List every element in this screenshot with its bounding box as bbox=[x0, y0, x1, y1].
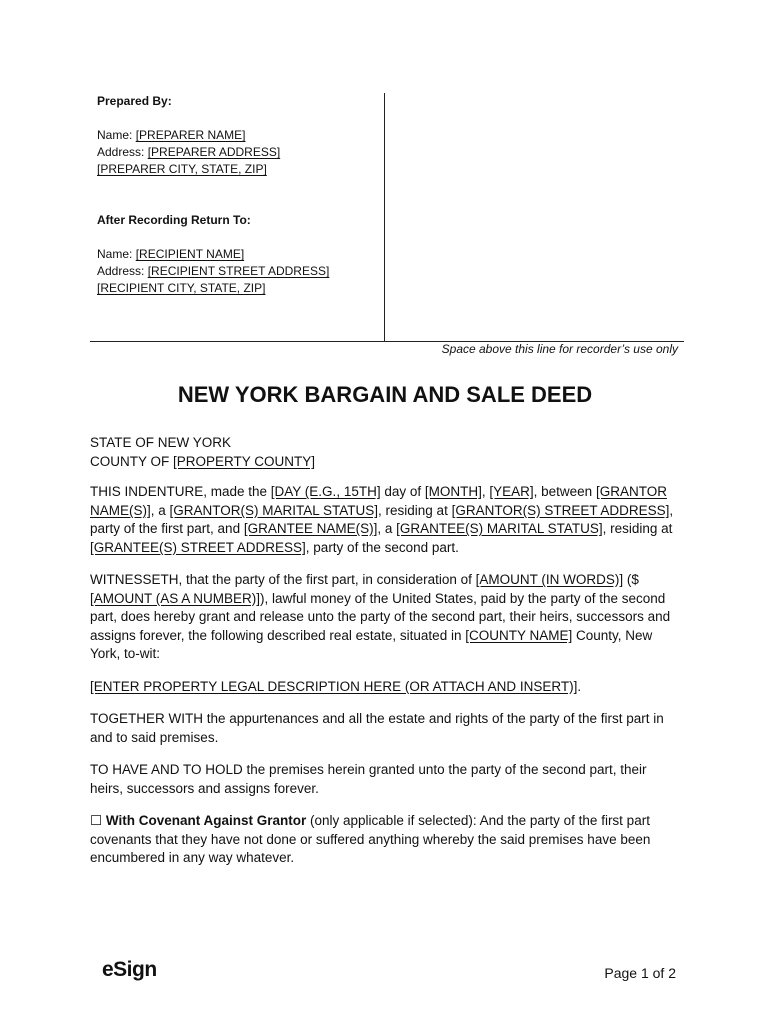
legal-description-paragraph bbox=[90, 678, 682, 697]
witnesseth-text: ), lawful money of the United States, paid by the party of the second part, does hereby grant and release unto the party of the second part, their heirs, successors and assigns forever, the following described real estate, situated in bbox=[90, 590, 671, 643]
indenture-text: , residing at bbox=[602, 521, 673, 536]
witnesseth-text: ($ bbox=[623, 572, 639, 587]
day-field: [DAY (E.G., 15TH] bbox=[270, 484, 381, 499]
prepared-by-label: Prepared By: bbox=[97, 94, 172, 108]
indenture-text: , a bbox=[150, 502, 170, 518]
recipient-address-line bbox=[97, 263, 329, 280]
indenture-text: day of bbox=[380, 484, 425, 499]
grantee-marital-field: [GRANTEE(S) MARITAL STATUS] bbox=[396, 521, 603, 536]
recipient-city-field: [RECIPIENT CITY, STATE, ZIP] bbox=[97, 281, 266, 295]
witnesseth-text: WITNESSETH, that the party of the first part, in consideration of bbox=[90, 572, 476, 587]
grantor-address-field: [GRANTOR(S) STREET ADDRESS] bbox=[451, 502, 670, 518]
page-number: Page 1 of 2 bbox=[604, 965, 676, 981]
recorder-note: Space above this line for recorder’s use only bbox=[441, 342, 678, 356]
habendum-paragraph: TO HAVE AND TO HOLD the premises herein granted unto the party of the second part, their heirs, successors and assigns forever. bbox=[90, 762, 647, 796]
covenant-label: With Covenant Against Grantor bbox=[105, 813, 307, 828]
indenture-text: , residing at bbox=[378, 502, 452, 518]
preparer-address-label: Address: bbox=[97, 145, 148, 159]
indenture-text: , a bbox=[377, 521, 397, 536]
legal-description-suffix: . bbox=[577, 678, 582, 694]
recipient-address-field: [RECIPIENT STREET ADDRESS] bbox=[147, 264, 330, 278]
recipient-address-label: Address: bbox=[97, 264, 148, 278]
year-field: [YEAR] bbox=[489, 484, 534, 499]
preparer-city-field: [PREPARER CITY, STATE, ZIP] bbox=[97, 162, 267, 176]
indenture-text: , party of the first part, and bbox=[90, 502, 674, 536]
recipient-name-label: Name: bbox=[97, 247, 136, 261]
indenture-text: , party of the second part. bbox=[305, 539, 459, 555]
month-field: [MONTH] bbox=[424, 484, 482, 499]
witnesseth-paragraph bbox=[90, 571, 682, 664]
esign-logo: eSign bbox=[102, 958, 157, 981]
legal-description-field: [ENTER PROPERTY LEGAL DESCRIPTION HERE (OR ATTACH AND INSERT)] bbox=[90, 678, 578, 694]
amount-words-field: [AMOUNT (IN WORDS)] bbox=[475, 572, 624, 587]
document-title: NEW YORK BARGAIN AND SALE DEED bbox=[177, 382, 593, 407]
return-to-label: After Recording Return To: bbox=[97, 213, 251, 227]
amount-number-field: [AMOUNT (AS A NUMBER)] bbox=[90, 590, 261, 606]
deed-body bbox=[90, 483, 682, 882]
venue-block bbox=[90, 434, 682, 471]
preparer-name-label: Name: bbox=[97, 128, 136, 142]
recording-info-block bbox=[97, 93, 385, 341]
property-county-field: [PROPERTY COUNTY] bbox=[173, 453, 316, 469]
venue-county bbox=[90, 453, 682, 472]
covenant-text: (only applicable if selected): And the party of the first part covenants that they have not done or suffered anything whereby the said premises have been encumbered in any way whatever. bbox=[90, 813, 651, 865]
together-paragraph: TOGETHER WITH the appurtenances and all the estate and rights of the party of the first part in and to said premises. bbox=[90, 711, 664, 745]
recipient-name-field: [RECIPIENT NAME] bbox=[135, 247, 245, 261]
grantee-name-field: [GRANTEE NAME(S)] bbox=[243, 521, 378, 536]
grantor-name-field: [GRANTOR NAME(S)] bbox=[90, 484, 667, 518]
preparer-address-line bbox=[97, 144, 280, 161]
preparer-name-field: [PREPARER NAME] bbox=[135, 128, 246, 142]
venue-county-prefix: COUNTY OF bbox=[90, 453, 174, 469]
covenant-paragraph bbox=[90, 812, 682, 868]
indenture-text: , bbox=[481, 484, 490, 499]
indenture-paragraph bbox=[90, 483, 682, 557]
grantee-address-field: [GRANTEE(S) STREET ADDRESS] bbox=[90, 539, 306, 555]
indenture-text: , between bbox=[533, 484, 596, 499]
venue-state: STATE OF NEW YORK bbox=[90, 435, 232, 450]
indenture-text: THIS INDENTURE, made the bbox=[90, 484, 271, 499]
county-name-field: [COUNTY NAME] bbox=[465, 627, 573, 643]
covenant-checkbox[interactable]: ☐ bbox=[90, 813, 103, 828]
preparer-address-field: [PREPARER ADDRESS] bbox=[147, 145, 281, 159]
preparer-name-line bbox=[97, 127, 246, 144]
grantor-marital-field: [GRANTOR(S) MARITAL STATUS] bbox=[169, 502, 379, 518]
witnesseth-text: County, New York, to-wit: bbox=[90, 627, 653, 661]
recording-header bbox=[90, 93, 684, 342]
recipient-name-line bbox=[97, 246, 244, 263]
